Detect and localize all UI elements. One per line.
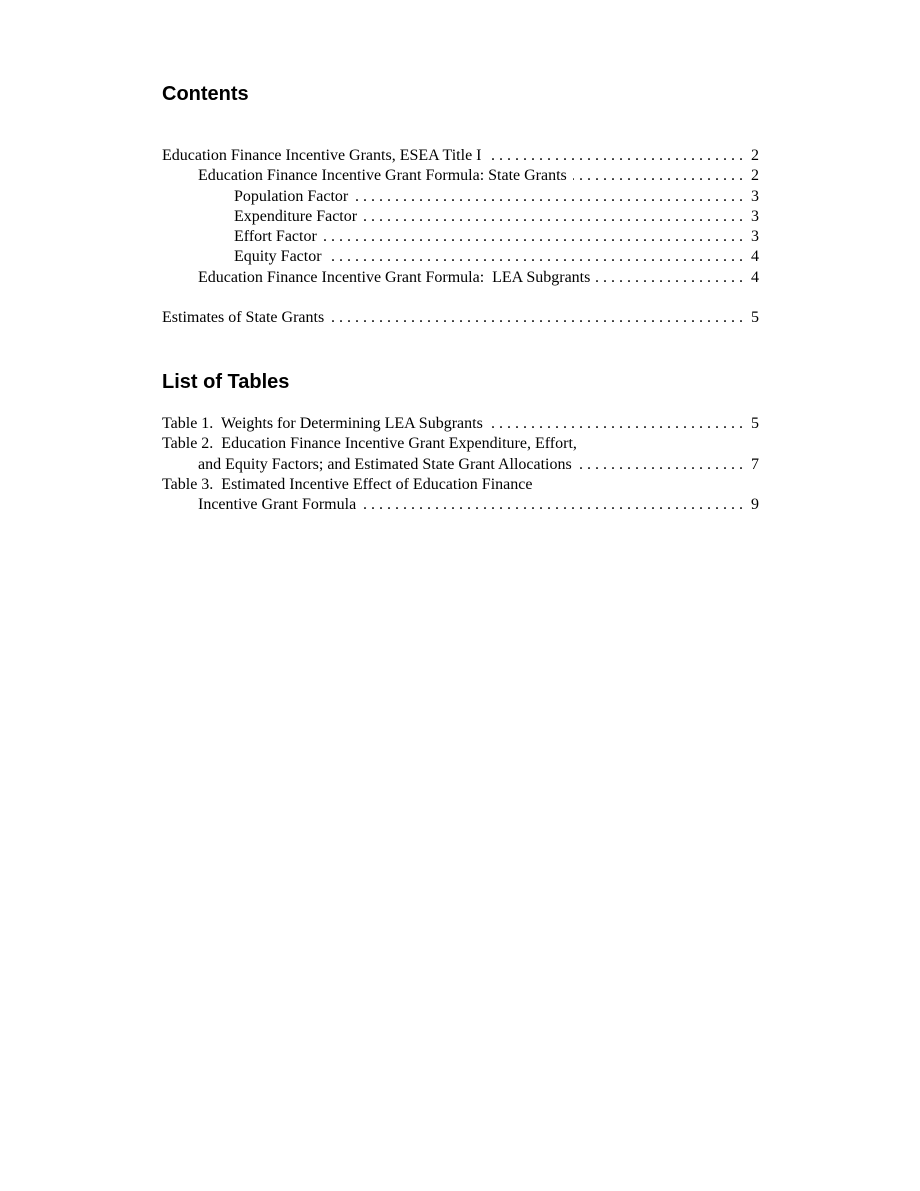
table-entry[interactable]	[162, 434, 759, 475]
table-entry[interactable]	[162, 475, 759, 516]
toc-entry-label: Effort Factor	[234, 228, 317, 246]
table-entry-label: Table 2. Education Finance Incentive Grant Expenditure, Effort,	[162, 435, 577, 453]
toc-entry[interactable]	[162, 268, 759, 288]
table-entry-label: Table 1. Weights for Determining LEA Subgrants	[162, 415, 483, 432]
toc-entry-label: Education Finance Incentive Grant Formula: State Grants	[198, 167, 567, 185]
toc-entry[interactable]	[162, 247, 759, 267]
contents-heading: Contents	[162, 83, 249, 105]
table-entry-continuation	[162, 455, 759, 475]
dot-leader	[573, 166, 743, 186]
dot-leader	[354, 187, 743, 207]
toc-entry[interactable]	[162, 227, 759, 247]
contents-list	[162, 146, 759, 329]
table-entry-label-continued: and Equity Factors; and Estimated State Grant Allocations	[198, 455, 572, 473]
dot-leader	[578, 455, 743, 475]
dot-leader	[363, 207, 743, 227]
toc-entry[interactable]	[162, 187, 759, 207]
toc-page-number: 4	[751, 248, 759, 266]
toc-page-number: 2	[751, 167, 759, 185]
table-page-number: 9	[751, 496, 759, 514]
toc-entry-label: Education Finance Incentive Grant Formula: LEA Subgrants	[198, 268, 591, 286]
table-page-number: 5	[751, 415, 759, 432]
list-of-tables-heading: List of Tables	[162, 371, 290, 393]
list-of-tables	[162, 414, 759, 515]
dot-leader	[328, 247, 743, 267]
toc-page-number: 2	[751, 147, 759, 164]
toc-entry[interactable]	[162, 308, 759, 328]
table-page-number: 7	[751, 455, 759, 473]
toc-page-number: 3	[751, 207, 759, 225]
toc-entry-label: Expenditure Factor	[234, 207, 358, 225]
toc-entry[interactable]	[162, 146, 759, 166]
toc-entry-label: Population Factor	[234, 187, 349, 205]
table-entry-continuation	[162, 495, 759, 515]
toc-entry[interactable]	[162, 207, 759, 227]
toc-entry-label: Equity Factor	[234, 248, 322, 266]
toc-entry-label: Estimates of State Grants	[162, 309, 325, 327]
toc-page-number: 4	[751, 268, 759, 286]
table-entry[interactable]	[162, 414, 759, 434]
dot-leader	[596, 268, 743, 288]
table-entry-label: Table 3. Estimated Incentive Effect of Education Finance	[162, 475, 533, 493]
dot-leader	[323, 227, 743, 247]
dot-leader	[488, 146, 744, 166]
dot-leader	[362, 495, 743, 515]
toc-entry-label: Education Finance Incentive Grants, ESEA Title I	[162, 147, 482, 164]
table-entry-label-continued: Incentive Grant Formula	[198, 496, 357, 514]
toc-page-number: 3	[751, 228, 759, 246]
dot-leader	[489, 414, 743, 434]
toc-page-number: 5	[751, 309, 759, 327]
dot-leader	[330, 308, 743, 328]
toc-entry[interactable]	[162, 166, 759, 186]
toc-page-number: 3	[751, 187, 759, 205]
